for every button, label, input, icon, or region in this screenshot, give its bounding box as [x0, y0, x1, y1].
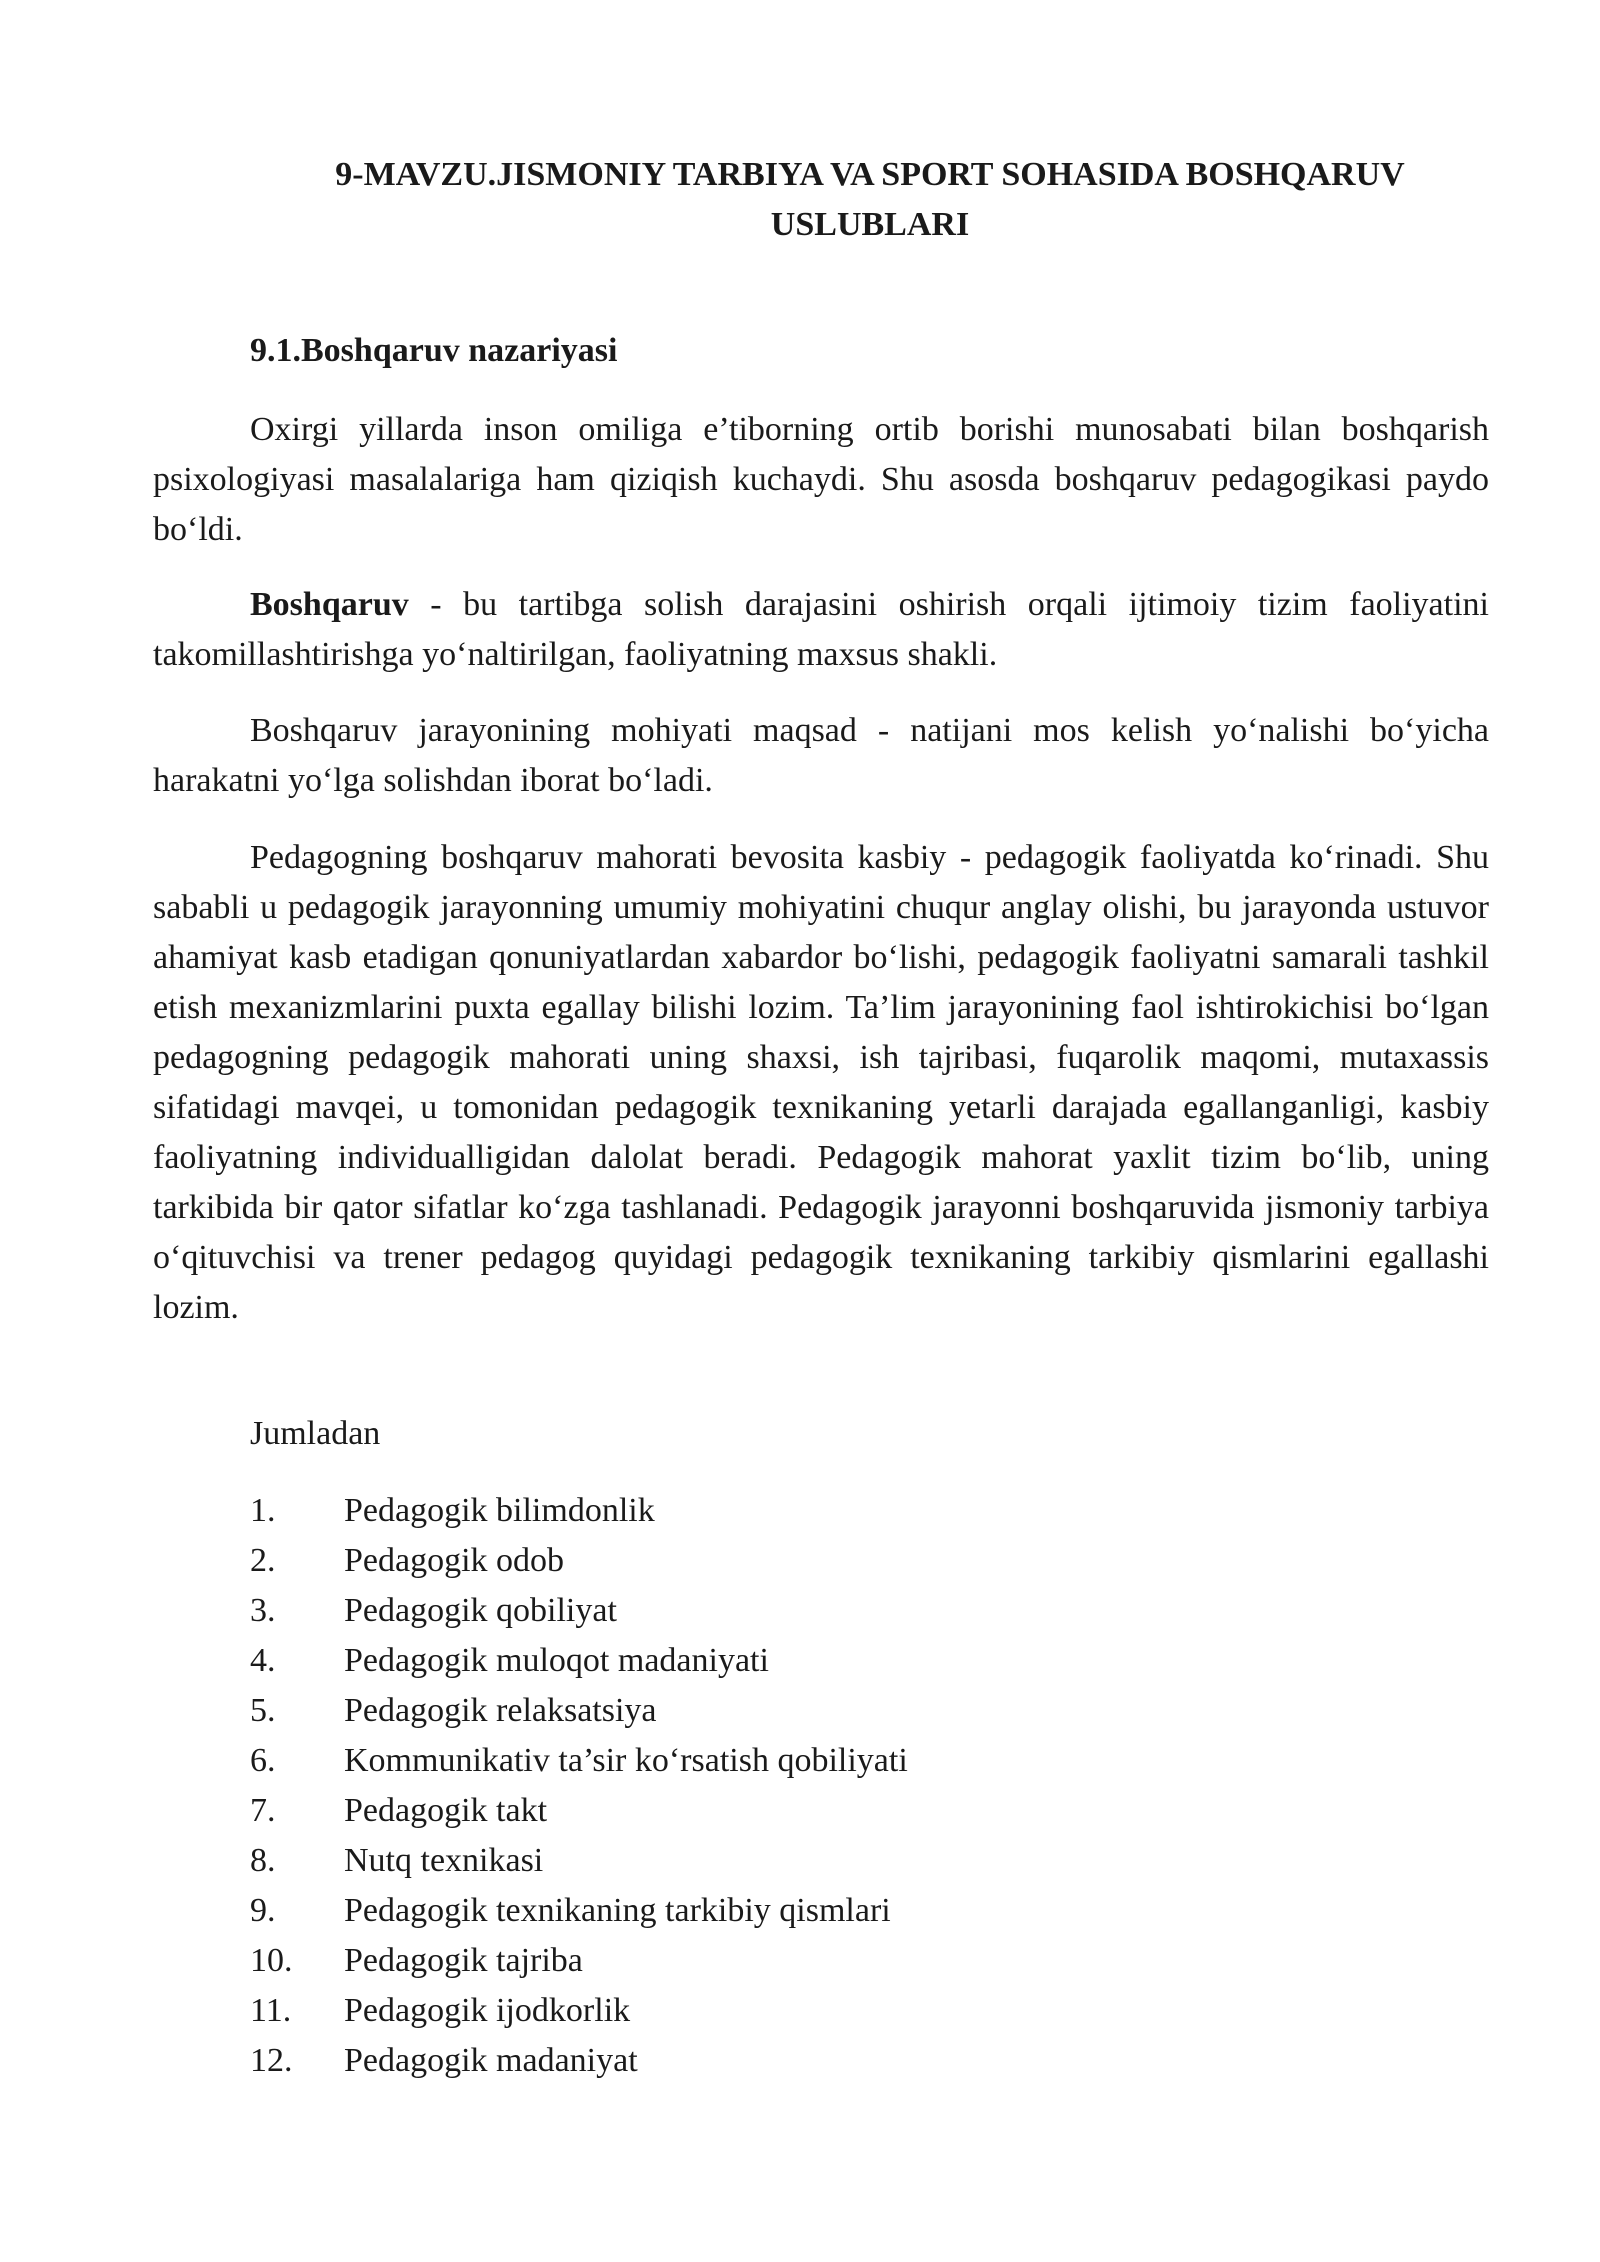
list-item-text: Kommunikativ ta’sir ko‘rsatish qobiliyati — [344, 1742, 908, 1779]
list-item-text: Pedagogik madaniyat — [344, 2042, 638, 2079]
list-item-text: Pedagogik ijodkorlik — [344, 1992, 631, 2029]
list-item — [250, 1836, 908, 1886]
list-item-number: 11. — [250, 1992, 292, 2029]
term-boshqaruv: Boshqaruv — [250, 586, 409, 623]
list-item — [250, 1786, 908, 1836]
list-item-text: Pedagogik qobiliyat — [344, 1592, 617, 1629]
list-item-number: 9. — [250, 1892, 276, 1929]
list-item-number: 8. — [250, 1842, 276, 1879]
list-item-number: 1. — [250, 1492, 276, 1529]
list-item-number: 12. — [250, 2042, 293, 2079]
list-item-number: 5. — [250, 1692, 276, 1729]
paragraph-4: Pedagogning boshqaruv mahorati bevosita kasbiy - pedagogik faoliyatda ko‘rinadi. Shu sababli u pedagogik jarayonning umumiy mohiyatini chuqur anglay olishi, bu jarayonda ustuvor ahamiyat kasb etadigan qonuniyatlardan xabardor bo‘lishi, pedagogik faoliyatni samarali tashkil etish mexanizmlarini puxta egallay bilishi lozim. Ta’lim jarayonining faol ishtirokichisi bo‘lgan pedagogning pedagogik mahorati uning shaxsi, ish tajribasi, fuqarolik maqomi, mutaxassis sifatidagi mavqei, u tomonidan pedagogik texnikaning yetarli darajada egallanganligi, kasbiy faoliyatning individualligidan dalolat beradi. Pedagogik mahorat yaxlit tizim bo‘lib, uning tarkibida bir qator sifatlar ko‘zga tashlanadi. Pedagogik jarayonni boshqaruvida jismoniy tarbiya o‘qituvchisi va trener pedagog quyidagi pedagogik texnikaning tarkibiy qismlarini egallashi lozim. — [153, 839, 1489, 1326]
list-item — [250, 1486, 908, 1536]
list-item — [250, 1686, 908, 1736]
document-title: 9-MAVZU.JISMONIY TARBIYA VA SPORT SOHASIDA BOSHQARUV USLUBLARI — [335, 156, 1405, 243]
paragraph-3: Boshqaruv jarayonining mohiyati maqsad - natijani mos kelish yo‘nalishi bo‘yicha harakatni yo‘lga solishdan iborat bo‘ladi. — [153, 712, 1489, 799]
paragraph-2 — [153, 580, 1489, 680]
list-item-text: Pedagogik texnikaning tarkibiy qismlari — [344, 1892, 891, 1929]
paragraph-1: Oxirgi yillarda inson omiliga e’tiborning ortib borishi munosabati bilan boshqarish psixologiyasi masalalariga ham qiziqish kuchaydi. Shu asosda boshqaruv pedagogikasi paydo bo‘ldi. — [153, 411, 1489, 548]
list-item — [250, 1886, 908, 1936]
list-item-text: Pedagogik takt — [344, 1792, 548, 1829]
numbered-list — [250, 1486, 908, 2086]
list-item-number: 2. — [250, 1542, 276, 1579]
list-item-text: Pedagogik bilimdonlik — [344, 1492, 655, 1529]
list-item-number: 6. — [250, 1742, 276, 1779]
list-item-text: Pedagogik odob — [344, 1542, 565, 1579]
list-item — [250, 1736, 908, 1786]
list-item-number: 10. — [250, 1942, 293, 1979]
list-item — [250, 1936, 908, 1986]
list-item-text: Nutq texnikasi — [344, 1842, 544, 1879]
list-item-number: 4. — [250, 1642, 276, 1679]
list-item-number: 7. — [250, 1792, 276, 1829]
list-item — [250, 1636, 908, 1686]
list-item-text: Pedagogik tajriba — [344, 1942, 583, 1979]
list-item — [250, 1536, 908, 1586]
list-item-text: Pedagogik relaksatsiya — [344, 1692, 657, 1729]
section-heading: 9.1.Boshqaruv nazariyasi — [250, 332, 618, 369]
list-item — [250, 1586, 908, 1636]
list-intro: Jumladan — [250, 1415, 381, 1452]
list-item — [250, 2036, 908, 2086]
paragraph-2-text: - bu tartibga solish darajasini oshirish orqali ijtimoiy tizim faoliyatini takomillashtirishga yo‘naltirilgan, faoliyatning maxsus shakli. — [153, 586, 1489, 673]
list-item — [250, 1986, 908, 2036]
list-item-text: Pedagogik muloqot madaniyati — [344, 1642, 769, 1679]
list-item-number: 3. — [250, 1592, 276, 1629]
